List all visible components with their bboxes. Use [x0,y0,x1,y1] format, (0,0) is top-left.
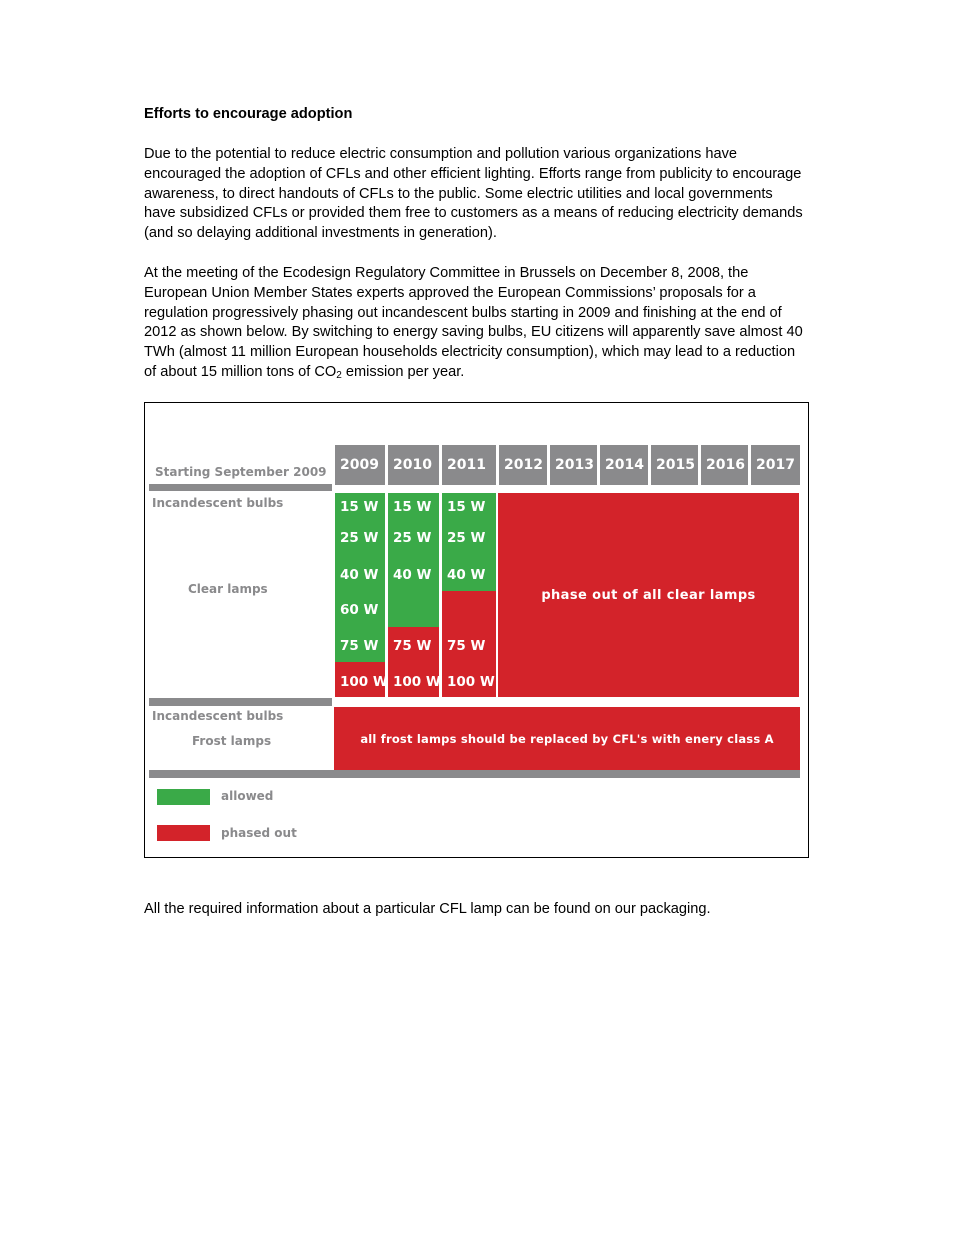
year-2013: 2013 [550,445,597,485]
clear-lamps-label: Clear lamps [188,582,268,596]
cell-2011-100w: 100 W [447,674,495,690]
phase-out-chart-body [145,403,810,859]
legend-phased-out-swatch [157,825,210,841]
phase-out-chart [144,402,809,858]
frost-lamps-phaseout-block [334,707,800,770]
clear-lamps-phaseout-text: phase out of all clear lamps [541,587,756,603]
clear-lamps-phaseout-block [498,493,799,697]
year-2010: 2010 [388,445,439,485]
co2-subscript: 2 [336,369,342,381]
cell-2010-15w: 15 W [393,499,432,515]
cell-2011-75w: 75 W [447,638,486,654]
cell-2011-25w: 25 W [447,530,486,546]
year-2017: 2017 [751,445,800,485]
cell-2009-75w: 75 W [340,638,379,654]
paragraph-packaging-text: All the required information about a particular CFL lamp can be found on our packaging. [144,901,711,917]
year-2015: 2015 [651,445,698,485]
frost-group-label: Incandescent bulbs [152,709,284,723]
cell-2010-75w: 75 W [393,638,432,654]
paragraph-adoption [144,145,804,244]
cell-2010-100w: 100 W [393,674,441,690]
paragraph-eu-regulation [144,264,804,383]
year-2009: 2009 [335,445,385,485]
cell-2011-40w: 40 W [447,567,486,583]
cell-2011-15w: 15 W [447,499,486,515]
legend-phased-out-label: phased out [221,826,297,840]
cell-2010-40w: 40 W [393,567,432,583]
year-2012: 2012 [499,445,547,485]
section-heading: Efforts to encourage adoption [144,106,353,122]
starting-label: Starting September 2009 [155,465,327,479]
frost-lamps-label: Frost lamps [192,734,272,748]
header-divider [149,484,332,491]
paragraph-eu-regulation-end: emission per year. [341,363,465,380]
legend-allowed-swatch [157,789,210,805]
paragraph-eu-regulation-text [144,264,804,383]
paragraph-eu-regulation-main: At the meeting of the Ecodesign Regulatory Committee in Brussels on December 8, 2008, the European Union Member States experts approved the European Commissions’ proposals for a regulation progressively phasing out incandescent bulbs starting in 2009 and finishing at the end of 2012 as shown below. By switching to energy saving bulbs, EU citizens will apparently save almost 40 TWh (almost 11 million European households electricity consumption), which may lead to a reduction of about 15 million tons of CO [144,265,803,380]
year-2011: 2011 [442,445,496,485]
year-2016: 2016 [701,445,748,485]
frost-divider [149,698,332,706]
cell-2009-25w: 25 W [340,530,379,546]
cell-2009-40w: 40 W [340,567,379,583]
paragraph-adoption-text: Due to the potential to reduce electric consumption and pollution various organizations have encouraged the adoption of CFLs and other efficient lighting. Efforts range from publicity to encourage awareness, to direct handouts of CFLs to the public. Some electric utilities and local governments have subsidized CFLs or provided them free to customers as a means of reducing electricity demands (and so delaying additional investments in generation). [144,146,803,242]
year-2014: 2014 [600,445,648,485]
clear-group-label: Incandescent bulbs [152,496,284,510]
legend-allowed-label: allowed [221,789,274,803]
cell-2009-15w: 15 W [340,499,379,515]
frost-lamps-phaseout-text: all frost lamps should be replaced by CFL's with enery class A [360,731,774,746]
paragraph-packaging [144,900,804,920]
bottom-divider [149,770,800,778]
cell-2009-100w: 100 W [340,674,388,690]
cell-2010-25w: 25 W [393,530,432,546]
cell-2009-60w: 60 W [340,602,379,618]
